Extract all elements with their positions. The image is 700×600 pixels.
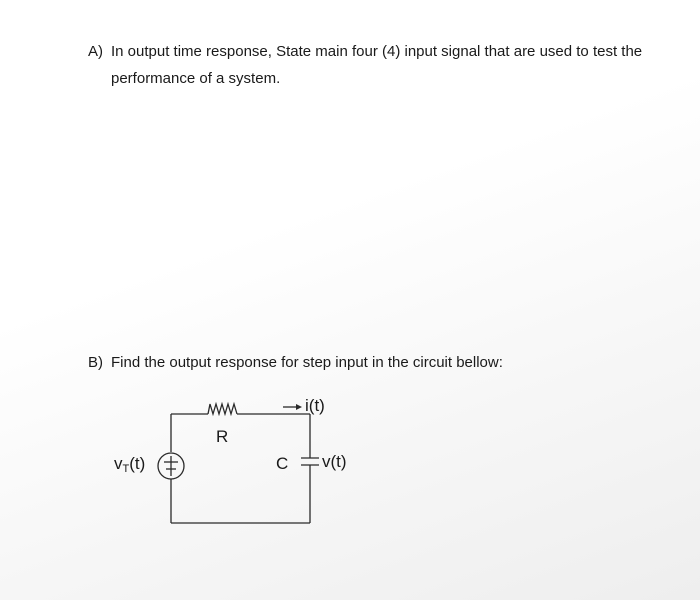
resistor-symbol [208, 404, 237, 414]
rc-circuit-diagram [100, 380, 400, 550]
source-voltage-symbol: v [114, 454, 123, 473]
resistor-label: R [216, 427, 229, 446]
capacitor-label: C [276, 454, 289, 473]
question-a-text: In output time response, State main four (4) input signal that are used to test the performance of a system. [111, 43, 643, 87]
source-voltage-suffix: (t) [129, 454, 146, 473]
question-b-text: Find the output response for step input in the circuit bellow: [111, 354, 503, 371]
question-a-marker: A) [88, 43, 103, 60]
output-voltage-label: v(t) [322, 452, 347, 471]
question-a [88, 38, 678, 92]
question-b [88, 349, 678, 376]
source-voltage-label [114, 454, 145, 475]
current-label: i(t) [305, 396, 325, 415]
question-b-marker: B) [88, 354, 103, 371]
source-voltage-subscript: T [122, 463, 130, 475]
current-arrow-head [296, 404, 302, 410]
